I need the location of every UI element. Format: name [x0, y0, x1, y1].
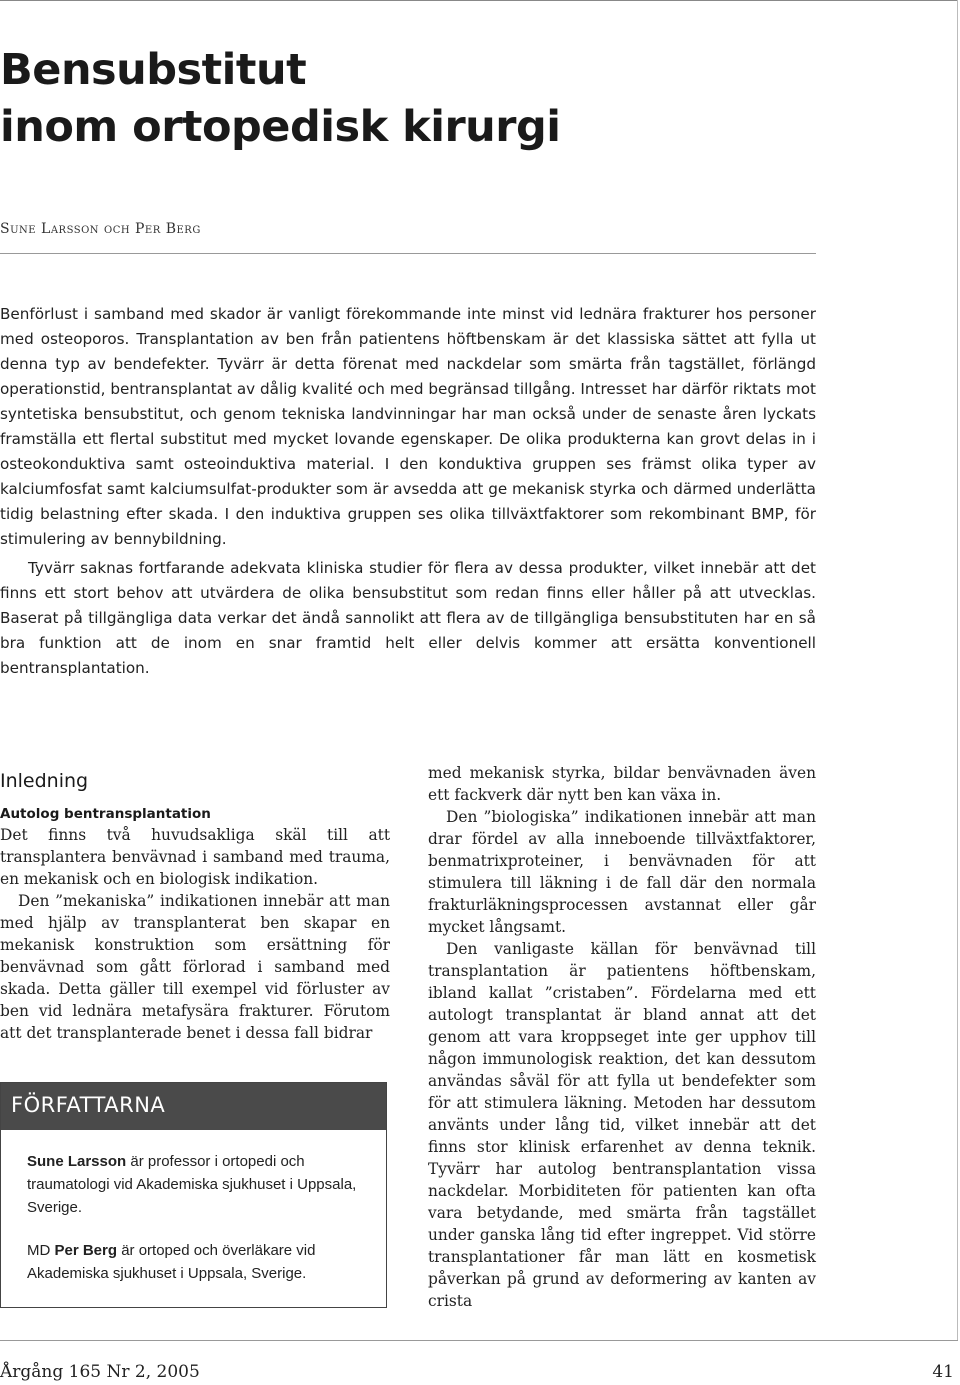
body-paragraph: Det finns två huvudsakliga skäl till att transplantera benvävnad i samband med trauma, en mekanisk och en biologisk indikation.: [0, 826, 390, 888]
title-line-1: Bensubstitut: [0, 45, 307, 95]
article-title: [0, 42, 561, 156]
author-info-box: [0, 1082, 387, 1308]
top-rule: [0, 0, 958, 1]
author-byline: Sune Larsson och Per Berg: [0, 221, 201, 237]
author-title: MD: [27, 1242, 55, 1259]
left-column: [0, 766, 390, 1044]
title-line-2: inom ortopedisk kirurgi: [0, 102, 561, 152]
author-bio-1: [27, 1150, 372, 1219]
author-box-body: [1, 1130, 386, 1285]
author-bio-text: är professor i ortopedi och traumatologi vid Akademiska sjukhuset i Uppsala, Sverige.: [27, 1153, 357, 1216]
right-column: [428, 762, 816, 1312]
body-paragraph: Den vanligaste källan för benvävnad till transplantation är patientens höftbenskam, ibland kallat ”cristaben”. Fördelarna med ett autologt transplantat är bland annat att det genom att vara kroppseget inte ger upphov till någon immunologisk reaktion, det kan dessutom användas såväl för att fylla ut bendefekter som för att stimulera läkning. Metoden har dessutom använts under lång tid, vilket innebär att det finns stor klinisk erfarenhet av denna teknik. Tyvärr har autolog bentransplantation vissa nackdelar. Morbiditeten för patienten kan ofta vara betydande, med smärta från tagstället under ganska lång tid efter ingreppet. Vid större transplantationer får man lätt en kosmetisk påverkan på grund av deformering av kanten av crista: [428, 940, 816, 1310]
body-paragraph: med mekanisk styrka, bildar benvävnaden även ett fackverk där nytt ben kan växa in.: [428, 764, 816, 804]
body-paragraph: Den ”mekaniska” indikationen innebär att man med hjälp av transplanterat ben skapar en mekanisk konstruktion som ersättning för benvävnad som gått förlorad i samband med skada. Detta gäller till exempel vid förluster av ben vid lednära metafysära frakturer. Förutom att det transplanterade benet i dessa fall bidrar: [0, 892, 390, 1042]
author-name: Per Berg: [54, 1242, 118, 1259]
page-number: 41: [932, 1362, 954, 1382]
abstract-paragraph-2: Tyvärr saknas fortfarande adekvata kliniska studier för flera av dessa produkter, vilket innebär att det finns ett stort behov att utvärdera de olika bensubstitut som redan finns eller håller på att utvecklas. Baserat på tillgängliga data verkar det ändå sannolikt att flera av de tillgängliga bensubstituten har en så bra funktion att de inom en snar framtid helt eller delvis kommer att ersätta konventionell bentransplantation.: [0, 559, 816, 677]
right-rule: [957, 0, 958, 1340]
sub-heading: Autolog bentransplantation: [0, 806, 211, 822]
issue-info: Årgång 165 Nr 2, 2005: [0, 1362, 200, 1382]
body-paragraph: Den ”biologiska” indikationen innebär att man drar fördel av alla inneboende tillväxtfaktorer, benmatrixproteiner, i benvävnaden för att stimulera till läkning i de fall där den normala frakturläkningsprocessen avstannat eller går mycket långsamt.: [428, 808, 816, 936]
author-name: Sune Larsson: [27, 1153, 127, 1170]
abstract: [0, 302, 816, 681]
author-bio-text: är ortoped och överläkare vid Akademiska sjukhuset i Uppsala, Sverige.: [27, 1242, 316, 1282]
section-heading: Inledning: [0, 770, 89, 792]
footer-divider: [0, 1340, 958, 1341]
byline-divider: [0, 253, 816, 254]
author-box-header: FÖRFATTARNA: [1, 1083, 386, 1130]
abstract-paragraph-1: Benförlust i samband med skador är vanligt förekommande inte minst vid lednära frakturer hos personer med osteoporos. Transplantation av ben från patientens höftbenskam är det klassiska sättet att fylla ut denna typ av bendefekter. Tyvärr är detta förenat med nackdelar som smärta från tagstället, förlängd operationstid, bentransplantat av dålig kvalité och med begränsad tillgång. Intresset har därför riktats mot syntetiska bensubstitut, och genom tekniska landvinningar har man också under de senaste åren lyckats framställa ett flertal substitut med mycket lovande egenskaper. De olika produkterna kan grovt delas in i osteokonduktiva samt osteoinduktiva material. I den konduktiva gruppen ses främst olika typer av kalciumfosfat samt kalciumsulfat-produkter som är avsedda att ge mekanisk styrka och därmed underlätta tidig belastning efter skada. I den induktiva gruppen ses olika tillväxtfaktorer som rekombinant BMP, för stimulering av bennybildning.: [0, 305, 816, 548]
author-bio-2: [27, 1239, 372, 1285]
